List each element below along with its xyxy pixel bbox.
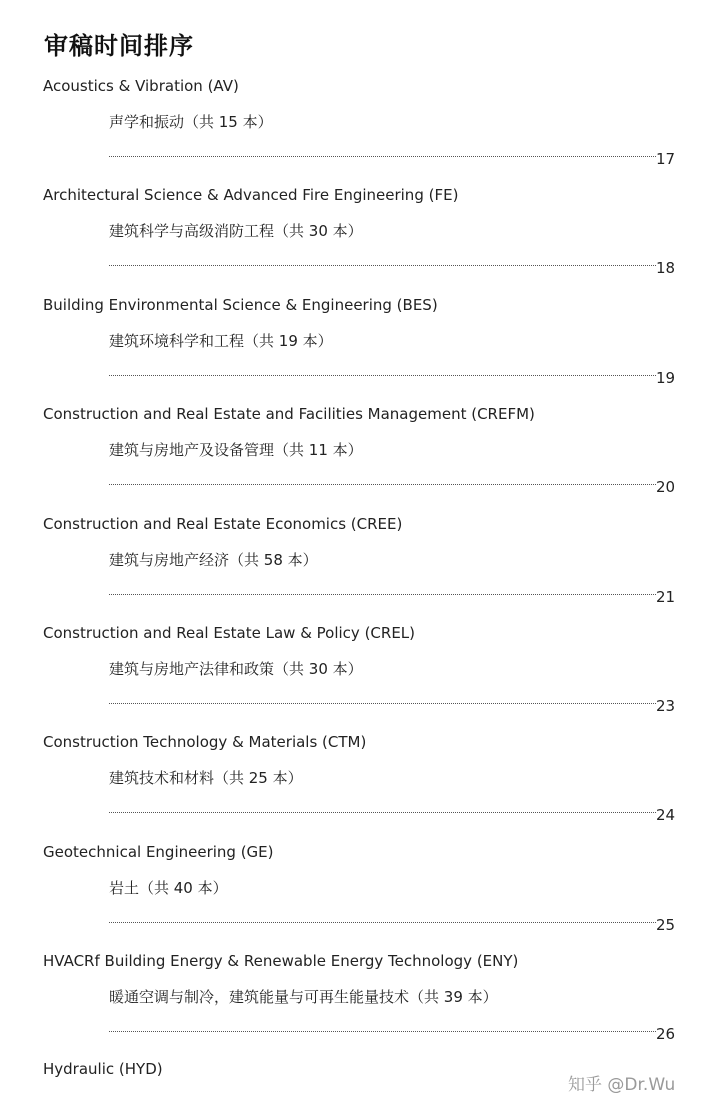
toc-entry[interactable]: [0, 75, 720, 184]
entry-chinese-title: 建筑与房地产及设备管理（共 11 本）: [109, 441, 363, 460]
entry-page-number: 26: [656, 1025, 676, 1044]
toc-entry[interactable]: [0, 294, 720, 403]
entry-page-number: 24: [656, 806, 676, 825]
entry-chinese-title: 岩土（共 40 本）: [109, 878, 228, 897]
entry-english-title: Geotechnical Engineering (GE): [43, 842, 274, 861]
entry-chinese-title: 建筑与房地产经济（共 58 本）: [109, 550, 318, 569]
dot-leader: [109, 703, 656, 704]
entry-chinese-title: 声学和振动（共 15 本）: [109, 113, 273, 131]
entry-chinese-title: 建筑技术和材料（共 25 本）: [109, 769, 303, 788]
entry-english-title: HVACRf Building Energy & Renewable Energy Technology (ENY): [43, 952, 519, 971]
entry-english-title: Construction and Real Estate Law & Policy (CREL): [43, 623, 416, 642]
entry-chinese-title: 建筑环境科学和工程（共 19 本）: [109, 331, 333, 350]
toc-entry[interactable]: [0, 622, 720, 731]
entry-page-number: 18: [656, 259, 676, 278]
entry-english-title: Construction Technology & Materials (CTM): [43, 733, 367, 752]
toc-entry[interactable]: [0, 731, 720, 840]
toc-entry[interactable]: [0, 950, 720, 1059]
watermark: 知乎 @Dr.Wu: [568, 1075, 676, 1095]
toc-entry[interactable]: [0, 184, 720, 293]
dot-leader: [109, 922, 656, 923]
dot-leader: [109, 156, 656, 157]
entry-page-number: 17: [656, 150, 676, 168]
dot-leader: [109, 484, 656, 485]
entry-chinese-title: 暖通空调与制冷，建筑能量与可再生能量技术（共 39 本）: [109, 988, 498, 1007]
dot-leader: [109, 594, 656, 595]
toc-entry-partial[interactable]: Hydraulic (HYD): [43, 1060, 163, 1078]
entry-page-number: 20: [656, 478, 676, 497]
entry-english-title: Construction and Real Estate Economics (CREE): [43, 514, 403, 533]
entry-english-title: Architectural Science & Advanced Fire Engineering (FE): [43, 186, 459, 205]
entry-english-title: Construction and Real Estate and Facilities Management (CREFM): [43, 405, 535, 424]
toc-entry[interactable]: [0, 841, 720, 950]
toc-entry[interactable]: [0, 403, 720, 512]
entry-page-number: 25: [656, 915, 676, 934]
entry-page-number: 21: [656, 587, 676, 606]
dot-leader: [109, 1031, 656, 1032]
entry-page-number: 23: [656, 696, 676, 715]
entry-english-title: Building Environmental Science & Engineering (BES): [43, 295, 438, 314]
entry-chinese-title: 建筑科学与高级消防工程（共 30 本）: [109, 222, 363, 241]
dot-leader: [109, 265, 656, 266]
entry-page-number: 19: [656, 368, 676, 387]
entry-chinese-title: 建筑与房地产法律和政策（共 30 本）: [109, 659, 363, 678]
dot-leader: [109, 812, 656, 813]
page-title: 审稿时间排序: [44, 32, 194, 60]
toc-list: [0, 75, 720, 1060]
entry-english-title: Acoustics & Vibration (AV): [43, 77, 239, 95]
toc-entry[interactable]: [0, 513, 720, 622]
dot-leader: [109, 375, 656, 376]
